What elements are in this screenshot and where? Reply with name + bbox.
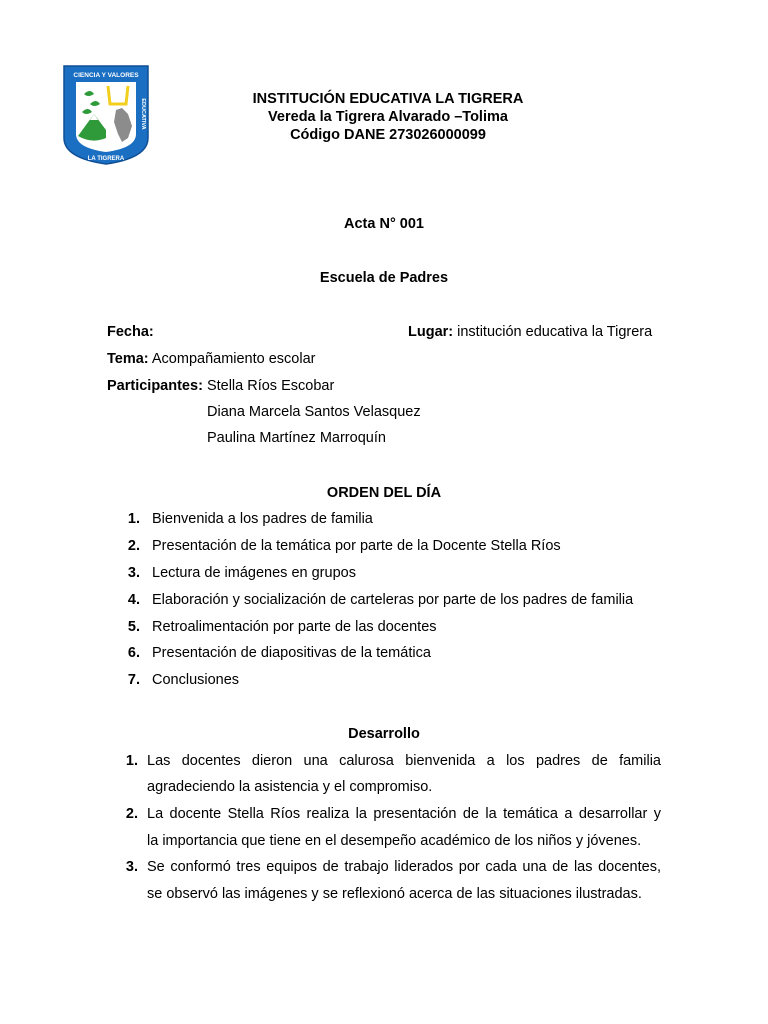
- institution-location: Vereda la Tigrera Alvarado –Tolima: [268, 109, 508, 125]
- participant-name: Diana Marcela Santos Velasquez: [207, 404, 421, 420]
- list-item-text: la importancia que tiene en el desempeño académico de los niños y jóvenes.: [147, 833, 642, 849]
- acta-title: Acta N° 001: [344, 216, 424, 232]
- list-item-number: 3.: [125, 859, 138, 875]
- list-item-text: Lectura de imágenes en grupos: [152, 565, 356, 581]
- list-item-text: se observó las imágenes y se reflexionó acerca de las situaciones ilustradas.: [147, 886, 642, 902]
- list-item-number: 1.: [127, 511, 140, 527]
- lugar-label: Lugar:: [408, 324, 454, 340]
- fecha-field: [107, 324, 154, 340]
- logo-right-text: EDUCATIVA: [140, 98, 146, 130]
- list-item-text: Elaboración y socialización de carteleras por parte de los padres de familia: [152, 592, 634, 608]
- acta-subtitle: Escuela de Padres: [319, 270, 449, 286]
- list-item-number: 7.: [127, 672, 140, 688]
- list-item-text: Presentación de la temática por parte de la Docente Stella Ríos: [152, 538, 561, 554]
- list-item-text: Retroalimentación por parte de las docentes: [152, 619, 437, 635]
- institution-name: INSTITUCIÓN EDUCATIVA LA TIGRERA: [252, 91, 524, 107]
- participant-name: Stella Ríos Escobar: [206, 378, 335, 394]
- list-item-text: La docente Stella Ríos realiza la presentación de la temática a desarrollar y: [147, 806, 661, 822]
- tema-field: [107, 351, 316, 367]
- orden-title: ORDEN DEL DÍA: [326, 485, 442, 501]
- desarrollo-title: Desarrollo: [348, 726, 420, 742]
- list-item-text: Presentación de diapositivas de la temática: [152, 645, 431, 661]
- list-item-number: 2.: [125, 806, 138, 822]
- list-item-number: 3.: [127, 565, 140, 581]
- logo-bottom-text: LA TIGRERA: [87, 156, 125, 162]
- list-item-number: 2.: [127, 538, 140, 554]
- participant-name: Paulina Martínez Marroquín: [207, 430, 386, 446]
- list-item-text: Bienvenida a los padres de familia: [152, 511, 373, 527]
- logo-top-text: CIENCIA Y VALORES: [73, 72, 139, 79]
- lugar-field: [408, 324, 652, 340]
- document-header: [0, 90, 768, 144]
- list-item-text: Conclusiones: [152, 672, 240, 688]
- fecha-label: Fecha:: [107, 324, 154, 340]
- lugar-value: institución educativa la Tigrera: [457, 324, 653, 340]
- list-item-number: 1.: [125, 753, 138, 769]
- tema-value: Acompañamiento escolar: [151, 351, 316, 367]
- list-item-text: Las docentes dieron una calurosa bienvenida a los padres de familia: [147, 753, 661, 769]
- list-item-number: 5.: [127, 619, 140, 635]
- list-item-text: agradeciendo la asistencia y el compromiso.: [147, 779, 433, 795]
- list-item-number: 6.: [127, 645, 140, 661]
- dane-code: Código DANE 273026000099: [290, 127, 486, 143]
- participantes-field: [107, 378, 334, 394]
- tema-label: Tema:: [107, 351, 149, 367]
- participantes-label: Participantes:: [107, 378, 203, 394]
- list-item-text: Se conformó tres equipos de trabajo liderados por cada una de las docentes,: [147, 859, 661, 875]
- list-item-number: 4.: [127, 592, 140, 608]
- logo-left-text: INSTITUCION: [77, 96, 83, 132]
